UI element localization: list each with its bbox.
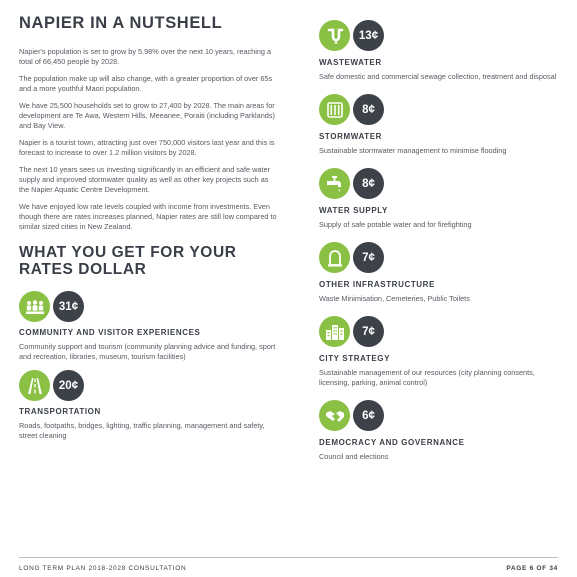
category-title: WATER SUPPLY <box>319 206 388 215</box>
category-description: Sustainable management of our resources (city planning consents, licensing, parking, animal control) <box>319 368 535 387</box>
amount-badge: 7¢ <box>353 242 384 273</box>
pipe-icon <box>319 20 350 51</box>
footer-divider <box>19 557 558 558</box>
category-title: OTHER INFRASTRUCTURE <box>319 280 435 289</box>
nutshell-paragraph: We have 25,500 households set to grow to 27,400 by 2028. The main areas for development are Te Awa, Western Hills, Meeanee, Poraiti (including Parklands) and Bay View. <box>19 101 275 130</box>
category-icons <box>319 316 564 347</box>
city-buildings-icon <box>319 316 350 347</box>
category-description: Sustainable stormwater management to minimise flooding <box>319 146 507 155</box>
category-icons <box>319 20 564 51</box>
water-tap-icon <box>319 168 350 199</box>
amount-badge: 31¢ <box>53 291 84 322</box>
amount-badge: 13¢ <box>353 20 384 51</box>
nutshell-paragraph: Napier is a tourist town, attracting just over 750,000 visitors last year and this is forecast to increase to over 1.2 million visitors by 2028. <box>19 138 275 157</box>
category-city-strategy <box>319 316 564 388</box>
category-icons <box>319 242 564 273</box>
nutshell-paragraph: We have enjoyed low rate levels coupled with income from investments. Even though there are rates increases planned, Napier rates are still low compared to similar sized cities in New Zealand. <box>19 202 277 231</box>
category-title: CITY STRATEGY <box>319 354 391 363</box>
category-icons <box>319 168 564 199</box>
rates-heading: WHAT YOU GET FOR YOUR RATES DOLLAR <box>19 244 237 278</box>
amount-badge: 8¢ <box>353 168 384 199</box>
category-icons <box>319 400 564 431</box>
category-description: Council and elections <box>319 452 389 461</box>
amount-badge: 7¢ <box>353 316 384 347</box>
category-description: Community support and tourism (community planning advice and funding, sport and recreation, libraries, museum, tourism facilities) <box>19 342 276 361</box>
page-number: PAGE 6 OF 34 <box>506 565 558 572</box>
amount-badge: 8¢ <box>353 94 384 125</box>
road-icon <box>19 370 50 401</box>
footer-title: LONG TERM PLAN 2018-2028 CONSULTATION <box>19 565 187 572</box>
category-icons <box>319 94 564 125</box>
category-title: STORMWATER <box>319 132 383 141</box>
category-description: Supply of safe potable water and for firefighting <box>319 220 472 229</box>
nutshell-heading: NAPIER IN A NUTSHELL <box>19 14 223 32</box>
category-title: WASTEWATER <box>319 58 382 67</box>
people-community-icon <box>19 291 50 322</box>
left-column <box>19 14 279 449</box>
category-title: TRANSPORTATION <box>19 407 101 416</box>
nutshell-paragraph: The next 10 years sees us investing significantly in an efficient and safe water supply and improved stormwater quality as well as other key projects such as the Napier Aquatic Centre Development. <box>19 165 270 194</box>
category-description: Roads, footpaths, bridges, lighting, traffic planning, management and safety, street cleaning <box>19 421 265 440</box>
amount-badge: 20¢ <box>53 370 84 401</box>
category-transportation <box>19 370 279 441</box>
nutshell-paragraph: Napier's population is set to grow by 5.98% over the next 10 years, reaching a total of 66,450 people by 2028. <box>19 47 272 66</box>
category-stormwater <box>319 94 564 156</box>
category-community <box>19 291 279 362</box>
category-title: COMMUNITY AND VISITOR EXPERIENCES <box>19 328 201 337</box>
headstone-icon <box>319 242 350 273</box>
category-description: Waste Minimisation, Cemeteries, Public Toilets <box>319 294 470 303</box>
nutshell-paragraph: The population make up will also change, with a greater proportion of over 65s and a more youthful Maori population. <box>19 74 273 93</box>
category-icons <box>19 291 279 322</box>
amount-badge: 6¢ <box>353 400 384 431</box>
handshake-icon <box>319 400 350 431</box>
category-title: DEMOCRACY AND GOVERNANCE <box>319 438 465 447</box>
right-column <box>319 20 564 474</box>
category-democracy-governance <box>319 400 564 462</box>
stormwater-drain-icon <box>319 94 350 125</box>
category-wastewater <box>319 20 564 82</box>
category-other-infrastructure <box>319 242 564 304</box>
category-icons <box>19 370 279 401</box>
category-water-supply <box>319 168 564 230</box>
category-description: Safe domestic and commercial sewage collection, treatment and disposal <box>319 72 557 81</box>
